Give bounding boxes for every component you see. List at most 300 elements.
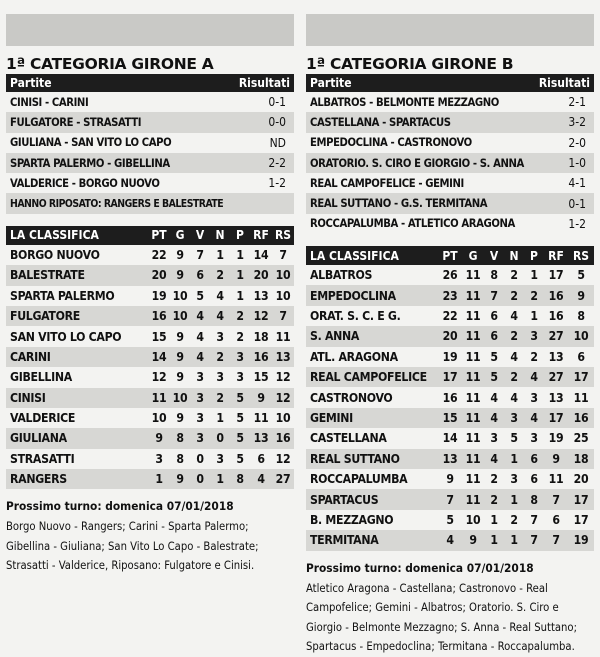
stat-rs: 17 [573, 512, 589, 527]
stat-pt: 19 [151, 288, 167, 303]
stat-v: 5 [196, 288, 204, 303]
stat-v: 8 [490, 268, 498, 283]
team-name: TERMITANA [306, 530, 438, 550]
match-teams: GIULIANA - SAN VITO LO CAPO [10, 136, 172, 150]
stat-n: 3 [216, 451, 224, 466]
standings-row [6, 265, 294, 285]
team-name: RANGERS [6, 469, 148, 489]
stat-pt: 16 [442, 390, 458, 405]
stat-v: 1 [490, 512, 498, 527]
standings-row [306, 469, 594, 489]
match-row [6, 92, 294, 112]
stat-rf: 13 [250, 428, 272, 448]
team-name: ALBATROS [310, 268, 373, 283]
stat-rf: 20 [250, 265, 272, 285]
stat-rf: 27 [544, 326, 568, 346]
stat-rs: 27 [272, 469, 294, 489]
stat-v: 3 [196, 370, 204, 385]
team-name: GIBELLINA [10, 370, 72, 385]
stat-v: 1 [484, 530, 504, 550]
stat-p: 5 [230, 388, 250, 408]
stat-v: 3 [190, 428, 210, 448]
match-teams: REAL CAMPOFELICE - GEMINI [310, 176, 464, 190]
stat-p: 3 [230, 347, 250, 367]
stat-pt: 20 [438, 326, 462, 346]
matches-header-right: Risultati [538, 76, 590, 90]
stat-pt: 15 [151, 329, 167, 344]
stat-rf: 18 [253, 329, 269, 344]
stat-rf: 4 [250, 469, 272, 489]
stat-rf: 19 [548, 431, 564, 446]
stat-n: 1 [216, 247, 224, 262]
stat-rs: 10 [272, 265, 294, 285]
girone-b-column [306, 0, 594, 657]
stat-v: 4 [484, 408, 504, 428]
match-result: ND [269, 135, 286, 150]
stat-g: 11 [462, 489, 484, 509]
team-name: GIULIANA [6, 428, 148, 448]
standings-row [306, 408, 594, 428]
stat-p: 7 [524, 530, 544, 550]
stat-pt: 26 [442, 268, 458, 283]
standings-row [306, 387, 594, 407]
stat-g: 11 [465, 349, 481, 364]
standings-header-n: N [210, 226, 230, 245]
match-row [306, 193, 594, 213]
standings-row [6, 367, 294, 387]
standings-row [306, 449, 594, 469]
stat-p: 5 [236, 451, 244, 466]
stat-rs: 25 [573, 431, 589, 446]
stat-rf: 14 [253, 247, 269, 262]
stat-n: 1 [210, 469, 230, 489]
stat-pt: 9 [148, 428, 170, 448]
match-result: 0-1 [268, 95, 286, 110]
match-result: 1-2 [268, 176, 286, 191]
stat-pt: 22 [442, 309, 458, 324]
standings-row [6, 388, 294, 408]
stat-n: 4 [510, 349, 518, 364]
matches-header [6, 74, 294, 92]
rest-note [6, 193, 294, 213]
match-result: 1-2 [568, 216, 586, 231]
stat-n: 2 [510, 268, 518, 283]
stat-g: 9 [176, 370, 184, 385]
match-row [6, 133, 294, 153]
stat-p: 1 [230, 265, 250, 285]
stat-rf: 9 [250, 388, 272, 408]
standings-row [6, 286, 294, 306]
stat-g: 9 [462, 530, 484, 550]
stat-pt: 3 [155, 451, 163, 466]
team-name: CASTELLANA [310, 431, 387, 446]
stat-rf: 17 [544, 408, 568, 428]
stat-pt: 14 [442, 431, 458, 446]
match-row [6, 153, 294, 173]
girone-b-matches [306, 92, 594, 234]
team-name: GEMINI [306, 408, 438, 428]
team-name: B. MEZZAGNO [310, 512, 394, 527]
matches-header-right: Risultati [238, 76, 290, 90]
standings-row [306, 489, 594, 509]
match-teams: EMPEDOCLINA - CASTRONOVO [310, 136, 472, 150]
stat-rs: 7 [272, 306, 294, 326]
stat-p: 5 [236, 411, 244, 426]
team-name: EMPEDOCLINA [306, 285, 438, 305]
stat-n: 4 [216, 288, 224, 303]
match-result: 0-0 [268, 115, 286, 130]
stat-g: 11 [462, 449, 484, 469]
standings-row [6, 469, 294, 489]
stat-n: 2 [210, 388, 230, 408]
stat-g: 11 [462, 408, 484, 428]
stat-rs: 12 [272, 388, 294, 408]
stat-v: 3 [190, 388, 210, 408]
stat-rf: 9 [544, 449, 568, 469]
girone-a-column [6, 0, 294, 576]
stat-p: 3 [236, 370, 244, 385]
stat-p: 3 [530, 431, 538, 446]
stat-v: 0 [190, 469, 210, 489]
stat-p: 8 [230, 469, 250, 489]
stat-n: 3 [504, 408, 524, 428]
stat-g: 10 [172, 288, 188, 303]
stat-g: 11 [462, 285, 484, 305]
stat-g: 9 [170, 347, 190, 367]
match-teams: ORATORIO. S. CIRO E GIORGIO - S. ANNA [310, 156, 524, 170]
match-row [306, 173, 594, 193]
team-name: ORAT. S. C. E G. [310, 309, 401, 324]
stat-pt: 14 [148, 347, 170, 367]
standings-row [306, 265, 594, 285]
stat-p: 2 [524, 285, 544, 305]
stat-p: 3 [530, 390, 538, 405]
stat-rf: 16 [544, 285, 568, 305]
stat-n: 1 [504, 449, 524, 469]
standings-row [6, 306, 294, 326]
girone-b-standings [306, 246, 594, 550]
stat-rf: 11 [548, 472, 564, 487]
stat-v: 7 [196, 247, 204, 262]
stat-g: 10 [465, 512, 481, 527]
standings-row [6, 245, 294, 265]
team-name: SPARTACUS [306, 489, 438, 509]
stat-pt: 23 [438, 285, 462, 305]
stat-rs: 7 [279, 247, 287, 262]
stat-g: 11 [465, 309, 481, 324]
standings-header-n: N [504, 246, 524, 265]
stat-rs: 11 [275, 329, 291, 344]
stat-rs: 10 [275, 411, 291, 426]
standings-header-v: V [484, 246, 504, 265]
stat-pt: 12 [151, 370, 167, 385]
stat-n: 1 [504, 530, 524, 550]
match-result: 3-2 [568, 115, 586, 130]
stat-v: 7 [484, 285, 504, 305]
stat-g: 10 [170, 388, 190, 408]
match-result: 2-2 [268, 156, 286, 171]
standings-header-rf: RF [250, 226, 272, 245]
stat-n: 2 [210, 265, 230, 285]
match-row [6, 173, 294, 193]
team-name: CINISI [6, 388, 148, 408]
match-result: 1-0 [568, 156, 586, 171]
stat-rs: 19 [568, 530, 594, 550]
standings-header-g: G [462, 246, 484, 265]
team-name: CASTRONOVO [310, 390, 393, 405]
header-band [306, 14, 594, 46]
stat-g: 9 [176, 329, 184, 344]
stat-rs: 11 [573, 390, 589, 405]
stat-p: 2 [236, 329, 244, 344]
match-row [306, 214, 594, 234]
next-round-title: Prossimo turno: domenica 07/01/2018 [306, 560, 534, 575]
stat-rs: 20 [573, 472, 589, 487]
stat-g: 11 [465, 268, 481, 283]
team-name: S. ANNA [306, 326, 438, 346]
match-teams: CINISI - CARINI [10, 95, 89, 109]
standings-header-rs: RS [568, 246, 594, 265]
standings-row [306, 367, 594, 387]
standings-row [306, 306, 594, 326]
stat-pt: 19 [442, 349, 458, 364]
stat-rs: 10 [568, 326, 594, 346]
team-name: BORGO NUOVO [10, 247, 100, 262]
standings-header-row [6, 226, 294, 245]
stat-g: 8 [170, 428, 190, 448]
stat-p: 4 [524, 367, 544, 387]
stat-v: 3 [196, 411, 204, 426]
stat-rf: 7 [544, 489, 568, 509]
stat-rs: 16 [568, 408, 594, 428]
team-name: SPARTA PALERMO [10, 288, 115, 303]
standings-row [306, 347, 594, 367]
stat-rs: 12 [275, 451, 291, 466]
stat-n: 3 [216, 370, 224, 385]
stat-n: 2 [504, 326, 524, 346]
standings-header-pt: PT [438, 246, 462, 265]
stat-rs: 13 [272, 347, 294, 367]
next-round-text: Atletico Aragona - Castellana; Castronovo - Real Campofelice; Gemini - Albatros; Oratorio. S. Ciro e Giorgio - Belmonte Mezzagno; S. Anna - Real Suttano; Spartacus - Empedoclina; Termitana - Roccapalumba. [306, 581, 577, 654]
match-row [306, 92, 594, 112]
stat-rs: 12 [275, 370, 291, 385]
stat-p: 6 [530, 472, 538, 487]
girone-b-title: 1ª CATEGORIA GIRONE B [306, 55, 514, 73]
stat-rf: 7 [544, 530, 568, 550]
stat-p: 4 [524, 408, 544, 428]
match-result: 2-0 [568, 135, 586, 150]
stat-rf: 6 [552, 512, 560, 527]
stat-rs: 16 [272, 428, 294, 448]
stat-g: 11 [465, 390, 481, 405]
match-teams: SPARTA PALERMO - GIBELLINA [10, 156, 170, 170]
stat-pt: 7 [438, 489, 462, 509]
stat-pt: 11 [148, 388, 170, 408]
match-result: 2-1 [568, 95, 586, 110]
stat-rf: 15 [253, 370, 269, 385]
match-result: 4-1 [568, 176, 586, 191]
stat-pt: 20 [148, 265, 170, 285]
stat-pt: 22 [151, 247, 167, 262]
next-round-title: Prossimo turno: domenica 07/01/2018 [6, 499, 234, 514]
stat-g: 11 [462, 326, 484, 346]
team-name: REAL SUTTANO [306, 449, 438, 469]
match-row [6, 112, 294, 132]
standings-header-rs: RS [272, 226, 294, 245]
stat-rf: 13 [548, 390, 564, 405]
match-row [306, 153, 594, 173]
stat-p: 1 [236, 288, 244, 303]
standings-header-rf: RF [544, 246, 568, 265]
girone-a-title: 1ª CATEGORIA GIRONE A [6, 55, 214, 73]
stat-n: 1 [504, 489, 524, 509]
stat-v: 0 [196, 451, 204, 466]
stat-rs: 17 [568, 489, 594, 509]
stat-n: 3 [216, 329, 224, 344]
match-teams: FULGATORE - STRASATTI [10, 115, 142, 129]
stat-pt: 13 [438, 449, 462, 469]
stat-rf: 16 [548, 309, 564, 324]
stat-p: 3 [524, 326, 544, 346]
standings-row [6, 428, 294, 448]
stat-pt: 10 [151, 411, 167, 426]
stat-g: 8 [176, 451, 184, 466]
stat-p: 1 [236, 247, 244, 262]
standings-row [6, 326, 294, 346]
standings-row [306, 510, 594, 530]
stat-g: 9 [176, 411, 184, 426]
stat-rs: 6 [577, 349, 585, 364]
stat-v: 4 [190, 306, 210, 326]
girone-a-matches [6, 92, 294, 193]
stat-p: 1 [530, 309, 538, 324]
stat-g: 10 [170, 306, 190, 326]
stat-rf: 11 [253, 411, 269, 426]
standings-row [306, 530, 594, 550]
stat-v: 3 [490, 431, 498, 446]
team-name: VALDERICE [10, 411, 76, 426]
match-teams: VALDERICE - BORGO NUOVO [10, 176, 160, 190]
stat-n: 5 [510, 431, 518, 446]
stat-p: 2 [230, 306, 250, 326]
stat-v: 4 [196, 329, 204, 344]
stat-g: 9 [176, 247, 184, 262]
standings-header-pt: PT [148, 226, 170, 245]
stat-n: 4 [510, 390, 518, 405]
stat-v: 5 [484, 367, 504, 387]
stat-v: 2 [490, 472, 498, 487]
stat-n: 3 [510, 472, 518, 487]
stat-n: 4 [210, 306, 230, 326]
match-teams: ALBATROS - BELMONTE MEZZAGNO [310, 95, 499, 109]
stat-n: 0 [210, 428, 230, 448]
stat-p: 7 [530, 512, 538, 527]
team-name: FULGATORE [6, 306, 148, 326]
stat-n: 2 [510, 512, 518, 527]
girone-a-standings [6, 226, 294, 490]
standings-header-team: LA CLASSIFICA [306, 246, 438, 265]
rest-note-text: HANNO RIPOSATO: RANGERS E BALESTRATE [10, 197, 224, 210]
stat-p: 5 [230, 428, 250, 448]
stat-v: 4 [190, 347, 210, 367]
team-name: BALESTRATE [6, 265, 148, 285]
stat-g: 9 [170, 265, 190, 285]
matches-header [306, 74, 594, 92]
stat-rf: 27 [544, 367, 568, 387]
next-round-text: Borgo Nuovo - Rangers; Carini - Sparta Palermo; Gibellina - Giuliana; San Vito Lo Capo - Balestrate; Strasatti - Valderice, Riposano: Fulgatore e Cinisi. [6, 520, 259, 573]
stat-pt: 15 [438, 408, 462, 428]
stat-rs: 18 [568, 449, 594, 469]
team-name: STRASATTI [10, 451, 75, 466]
matches-header-left: Partite [310, 76, 352, 90]
stat-g: 11 [465, 431, 481, 446]
stat-v: 4 [490, 390, 498, 405]
stat-pt: 9 [446, 472, 454, 487]
standings-row [306, 326, 594, 346]
stat-rf: 16 [250, 347, 272, 367]
stat-g: 9 [170, 469, 190, 489]
matches-header-left: Partite [10, 76, 52, 90]
stat-rf: 17 [548, 268, 564, 283]
team-name: ATL. ARAGONA [310, 349, 398, 364]
standings-header-p: P [524, 246, 544, 265]
stat-n: 2 [504, 367, 524, 387]
standings-row [6, 347, 294, 367]
stat-rf: 13 [548, 349, 564, 364]
stat-rs: 10 [275, 288, 291, 303]
stat-p: 2 [530, 349, 538, 364]
stat-p: 6 [524, 449, 544, 469]
standings-row [6, 449, 294, 469]
stat-pt: 16 [148, 306, 170, 326]
stat-g: 11 [462, 367, 484, 387]
match-row [306, 112, 594, 132]
match-teams: CASTELLANA - SPARTACUS [310, 115, 451, 129]
header-band [6, 14, 294, 46]
standings-header-row [306, 246, 594, 265]
standings-header-v: V [190, 226, 210, 245]
stat-pt: 1 [148, 469, 170, 489]
stat-rs: 5 [577, 268, 585, 283]
stat-v: 2 [484, 489, 504, 509]
stat-n: 1 [216, 411, 224, 426]
team-name: CARINI [6, 347, 148, 367]
stat-n: 4 [510, 309, 518, 324]
stat-g: 11 [465, 472, 481, 487]
stat-v: 6 [484, 326, 504, 346]
stat-rs: 17 [568, 367, 594, 387]
team-name: ROCCAPALUMBA [310, 472, 408, 487]
stat-rf: 6 [257, 451, 265, 466]
match-result: 0-1 [568, 196, 586, 211]
standings-header-p: P [230, 226, 250, 245]
team-name: SAN VITO LO CAPO [10, 329, 122, 344]
stat-pt: 17 [438, 367, 462, 387]
stat-p: 8 [524, 489, 544, 509]
stat-n: 2 [210, 347, 230, 367]
stat-v: 6 [190, 265, 210, 285]
stat-v: 4 [484, 449, 504, 469]
stat-pt: 5 [446, 512, 454, 527]
standings-row [306, 285, 594, 305]
stat-n: 2 [504, 285, 524, 305]
match-teams: ROCCAPALUMBA - ATLETICO ARAGONA [310, 217, 515, 231]
stat-pt: 4 [438, 530, 462, 550]
stat-rs: 9 [568, 285, 594, 305]
stat-v: 6 [490, 309, 498, 324]
standings-row [6, 408, 294, 428]
standings-header-team: LA CLASSIFICA [6, 226, 148, 245]
